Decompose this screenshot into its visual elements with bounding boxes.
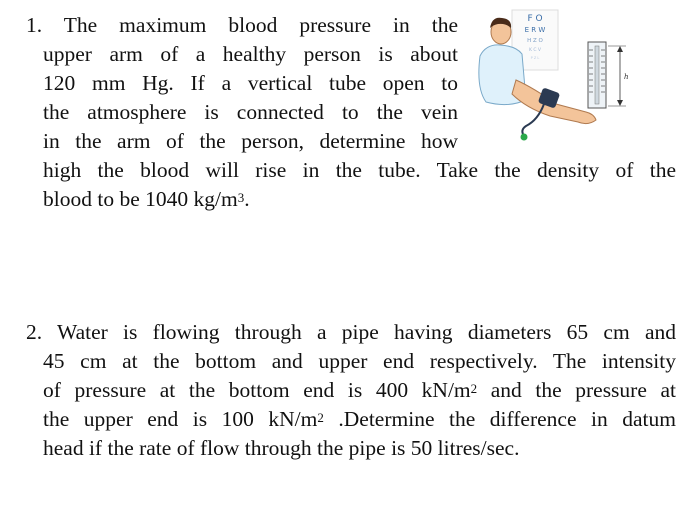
manometer-tube <box>595 46 599 104</box>
problem-2-line <box>26 405 676 434</box>
problem-1-line: 120 mm Hg. If a vertical tube open to <box>43 71 458 95</box>
upper-pressure-exponent: 2 <box>317 410 324 425</box>
line-3-rest: and the pressure at <box>477 378 676 402</box>
arrow-head-down <box>617 100 623 106</box>
problem-2-line: head if the rate of flow through the pipe is 50 litres/sec. <box>43 436 520 460</box>
upper-pressure-text: the upper end is 100 kN/m <box>43 407 318 431</box>
problem-2 <box>26 318 686 463</box>
arrow-head-up <box>617 46 623 52</box>
problem-1-line: upper arm of a healthy person is about <box>43 42 458 66</box>
height-label: h <box>624 73 629 81</box>
problem-1-line: in the arm of the person, determine how <box>43 129 458 153</box>
density-text: blood to be 1040 kg/m <box>43 187 238 211</box>
eye-chart-row: E R W <box>524 26 546 34</box>
line-4-rest: .Determine the difference in datum <box>323 407 676 431</box>
pump-bulb <box>521 134 528 141</box>
problem-2-line: 2. Water is flowing through a pipe having diameters 65 cm and <box>26 320 676 344</box>
period: . <box>244 187 250 211</box>
eye-chart-row: H Z O <box>527 38 543 44</box>
eye-chart-row: K C V <box>528 48 542 53</box>
problem-1-line: high the blood will rise in the tube. Take the density of the <box>43 158 676 182</box>
problem-1-last-line <box>26 185 681 214</box>
problem-1-line: 1. The maximum blood pressure in the <box>26 13 458 37</box>
density-exponent: 3 <box>237 190 245 205</box>
problem-2-line: 45 cm at the bottom and upper end respectively. The intensity <box>43 349 676 373</box>
bottom-pressure-exponent: 2 <box>470 381 478 396</box>
problem-2-line <box>26 376 676 405</box>
eye-chart-row: P Z L <box>530 56 540 60</box>
eye-chart-row: F O <box>527 14 543 24</box>
bottom-pressure-text: of pressure at the bottom end is 400 kN/m <box>43 378 471 402</box>
blood-pressure-illustration <box>468 8 648 143</box>
problem-1-line: the atmosphere is connected to the vein <box>43 100 458 124</box>
